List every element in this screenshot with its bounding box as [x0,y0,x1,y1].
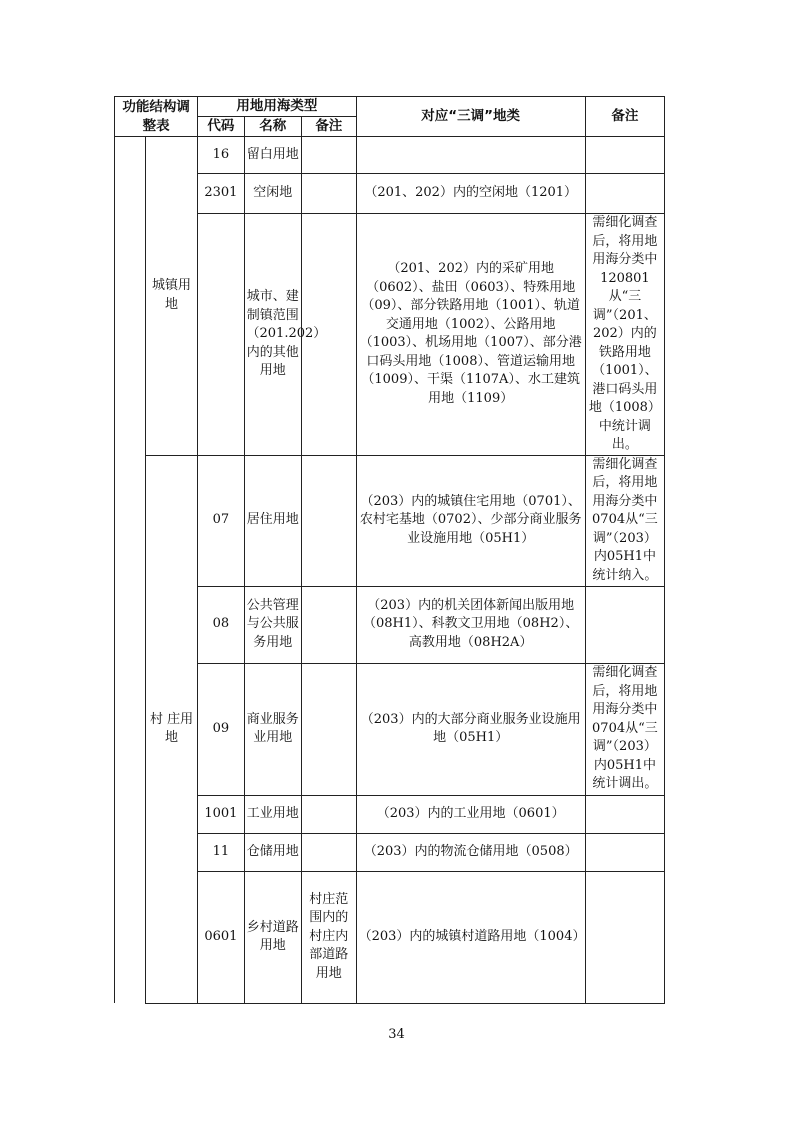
mapping-cell: （203）内的城镇住宅用地（0701）、农村宅基地（0702）、少部分商业服务业设施用地（05H1） [356,455,585,586]
note-cell [585,871,664,1003]
remark-cell [302,174,357,214]
table-row [115,174,665,214]
table-row [115,214,665,456]
code-cell [198,214,244,456]
mapping-cell [356,137,585,174]
table-row [115,663,665,795]
header-code: 代码 [198,117,244,137]
mapping-cell: （203）内的大部分商业服务业设施用地（05H1） [356,663,585,795]
note-cell [585,795,664,833]
table-row [115,795,665,833]
code-cell: 07 [198,455,244,586]
name-cell: 乡村道路用地 [244,871,302,1003]
name-cell: 商业服务业用地 [244,663,302,795]
note-cell [585,586,664,663]
code-cell: 2301 [198,174,244,214]
code-cell: 0601 [198,871,244,1003]
note-cell: 需细化调查后，将用地用海分类中0704从“三调”（203）内05H1中统计调出。 [585,663,664,795]
header-mapping: 对应“三调”地类 [356,97,585,137]
name-cell: 留白用地 [244,137,302,174]
header-remark: 备注 [302,117,357,137]
page-number: 34 [388,1027,405,1042]
mapping-cell: （203）内的机关团体新闻出版用地（08H1）、科教文卫用地（08H2）、高教用地（08H2A） [356,586,585,663]
code-cell: 09 [198,663,244,795]
mapping-cell: （201、202）内的空闲地（1201） [356,174,585,214]
table-row [115,833,665,871]
land-classification-table [114,96,665,1004]
blank-cell [115,137,146,456]
section-town-land: 城镇用地 [145,137,197,456]
mapping-cell: （203）内的城镇村道路用地（1004） [356,871,585,1003]
blank-cell [115,455,146,1003]
remark-cell [302,586,357,663]
table-row [115,137,665,174]
note-cell: 需细化调查后，将用地用海分类中120801从“三调”（201、202）内的铁路用地（1001）、港口码头用地（1008）中统计调出。 [585,214,664,456]
table-row [115,455,665,586]
remark-cell: 村庄范围内的村庄内部道路用地 [302,871,357,1003]
note-cell [585,174,664,214]
header-land-sea-type: 用地用海类型 [198,97,356,117]
note-cell [585,833,664,871]
remark-cell [302,455,357,586]
code-cell: 08 [198,586,244,663]
name-cell: 城市、建制镇范围（201.202）内的其他用地 [244,214,302,456]
name-cell: 公共管理与公共服务用地 [244,586,302,663]
name-cell: 居住用地 [244,455,302,586]
name-cell: 工业用地 [244,795,302,833]
note-cell [585,137,664,174]
remark-cell [302,137,357,174]
note-cell: 需细化调查后，将用地用海分类中0704从“三调”（203）内05H1中统计纳入。 [585,455,664,586]
header-note: 备注 [585,97,664,137]
table-row [115,871,665,1003]
header-name: 名称 [244,117,302,137]
mapping-cell: （203）内的工业用地（0601） [356,795,585,833]
remark-cell [302,795,357,833]
code-cell: 16 [198,137,244,174]
section-village-land: 村 庄用地 [145,455,197,1003]
remark-cell [302,833,357,871]
code-cell: 11 [198,833,244,871]
name-cell: 仓储用地 [244,833,302,871]
table-row [115,586,665,663]
mapping-cell: （203）内的物流仓储用地（0508） [356,833,585,871]
name-cell: 空闲地 [244,174,302,214]
remark-cell [302,663,357,795]
mapping-cell: （201、202）内的采矿用地（0602）、盐田（0603）、特殊用地（09）、部分铁路用地（1001）、轨道交通用地（1002）、公路用地（1003）、机场用地（1007）、部分港口码头用地（1008）、管道运输用地（1009）、干渠（1107A）、水工建筑用地（1109） [356,214,585,456]
code-cell: 1001 [198,795,244,833]
header-function-structure: 功能结构调整表 [115,97,198,137]
